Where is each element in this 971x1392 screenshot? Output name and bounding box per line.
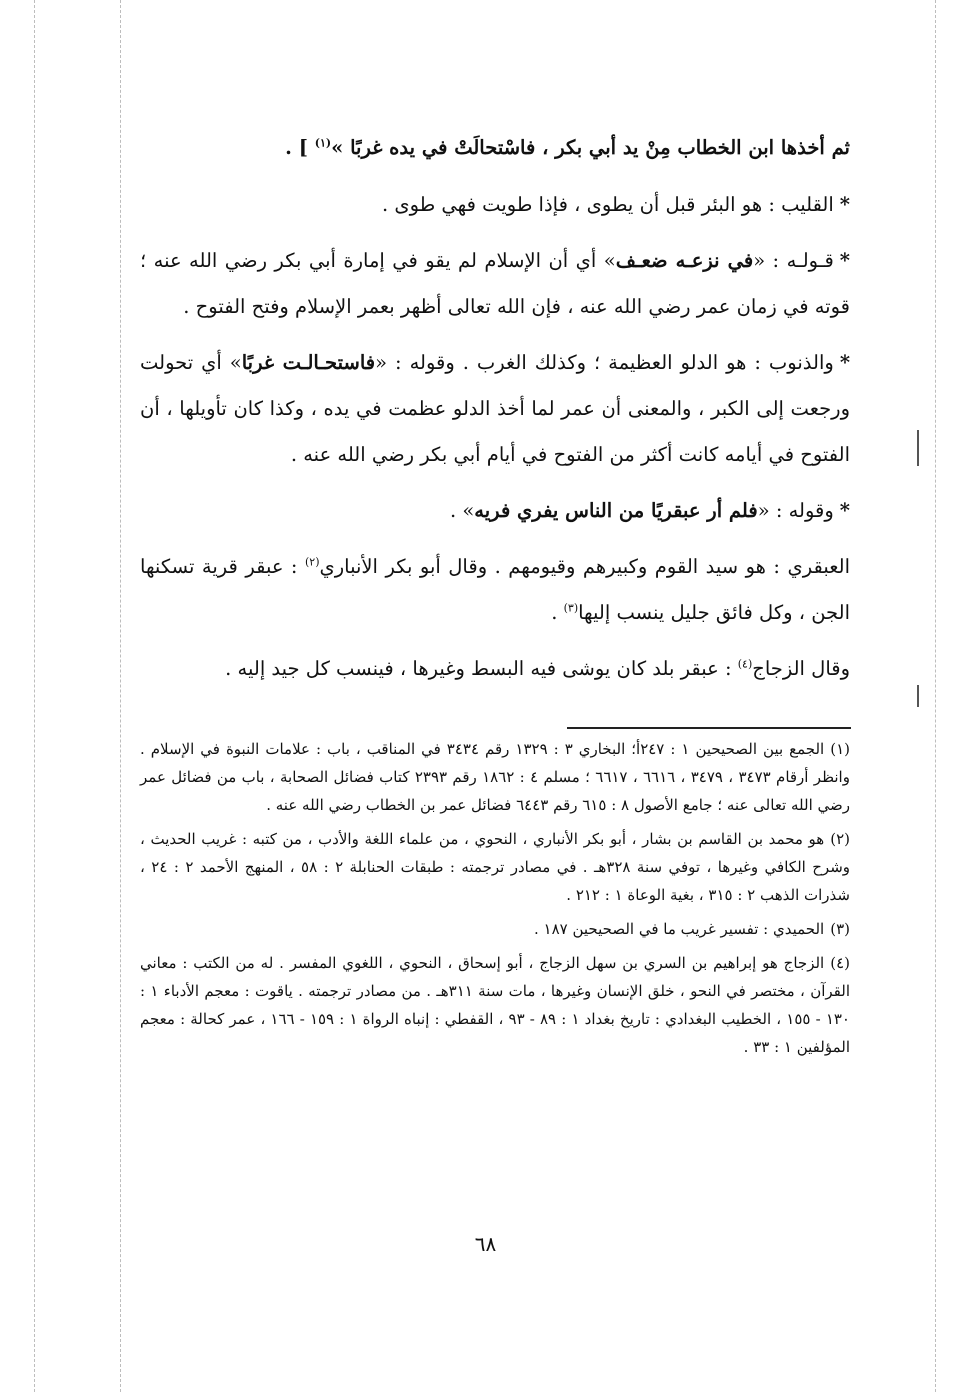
margin-mark — [917, 685, 919, 707]
footnote-ref[interactable]: (٢) — [304, 555, 320, 569]
paragraph-abqari-definition: العبقري : هو سيد القوم وكبيرهم وقيومهم . وقال أبو بكر الأنباري$^{(٢)}$ : عبقر قرية تسكنها الجن ، وكل فائق جليل ينسب إليها$^{(٣)}$ . — [140, 555, 850, 624]
paragraph-qalib: *القليب : هو البئر قبل أن يطوى ، فإذا طويت فهي طوى . — [381, 193, 850, 216]
footnotes — [140, 735, 850, 1067]
main-text — [140, 128, 850, 702]
paragraph-abqari: *وقوله : «فلم أر عبقريًا من الناس يفري فريه» . — [449, 499, 850, 522]
page-number: ٦٨ — [474, 1232, 497, 1256]
footnote-item: (٣)الحميدي : تفسير غريب ما في الصحيحين ١٨٧ . — [534, 920, 850, 938]
continuation-line: ثم أخذها ابن الخطاب مِنْ يد أبي بكر ، فاسْتحالَتْ في يده غربًا »$^{(١)}$ ] . — [285, 136, 850, 159]
paragraph-naz: *قـولـه : «في نزعـه ضعـف» أي أن الإسلام لم يقو في إمارة أبي بكر رضي الله عنه ؛ قوته في زمان عمر رضي الله عنه ، فإن الله تعالى أظهر بعمر الإسلام وفتح الفتوح . — [140, 249, 850, 318]
scan-guide-left-inner — [120, 0, 121, 1392]
scan-guide-right — [935, 0, 936, 1392]
footnote-item: (٤)الزجاج هو إبراهيم بن السري بن سهل الزجاج ، أبو إسحاق ، النحوي ، اللغوي المفسر . له من الكتب : معاني القرآن ، مختصر في النحو ، خلق الإنسان وغيرها ، مات سنة ٣١١هـ . من مصادر ترجمته . ياقوت : معجم الأدباء ١ : ١٣٠ - ١٥٥ ، الخطيب البغدادي : تاريخ بغداد ١ : ٨٩ - ٩٣ ، القفطي : إنباه الرواة ١ : ١٥٩ - ١٦٦ ، عمر كحالة : معجم المؤلفين ١ : ٣٣ . — [140, 954, 851, 1056]
margin-mark — [917, 430, 919, 466]
bullet-icon: * — [839, 351, 851, 374]
scan-guide-left — [34, 0, 35, 1392]
paragraph-dhanub: *والذنوب : هو الدلو العظيمة ؛ وكذلك الغرب . وقوله : «فاستحـالـت غربًا» أي تحولت ورجعت إلى الكبر ، والمعنى أن عمر لما أخذ الدلو عظمت في يده ، وكذا كان تأويلها ، أن الفتوح في أيامه كانت أكثر من الفتوح في أيام أبي بكر رضي الله عنه . — [140, 351, 851, 466]
bullet-icon: * — [839, 249, 850, 272]
paragraph-zajjaj: وقال الزجاج$^{(٤)}$ : عبقر بلد كان يوشى فيه البسط وغيرها ، فينسب كل جيد إليه . — [225, 657, 850, 680]
footnote-item: (٢)هو محمد بن القاسم بن بشار ، أبو بكر الأنباري ، النحوي ، من علماء اللغة والأدب ، من كتبه : غريب الحديث ، وشرح الكافي وغيرها ، توفي سنة ٣٢٨هـ . في مصادر ترجمته : طبقات الحنابلة ٢ : ٥٨ ، المنهج الأحمد ٢ : ٢٤ ، شذرات الذهب ٢ : ٣١٥ ، بغية الوعاة ١ : ٢١٢ . — [140, 830, 851, 904]
bullet-icon: * — [839, 499, 850, 522]
footnote-item: (١)الجمع بين الصحيحين ١ : ٢٤٧أ؛ البخاري ٣ : ١٣٢٩ رقم ٣٤٣٤ في المناقب ، باب : علامات النبوة في الإسلام . وانظر أرقام ٣٤٧٣ ، ٣٤٧٩ ، ٦٦١٦ ، ٦٦١٧ ؛ مسلم ٤ : ١٨٦٢ رقم ٢٣٩٣ كتاب فضائل الصحابة ، باب من فضائل عمر رضي الله تعالى عنه ؛ جامع الأصول ٨ : ٦١٥ رقم ٦٤٤٣ فضائل عمر بن الخطاب رضي الله عنه . — [140, 740, 851, 814]
footnote-ref[interactable]: (٤) — [737, 657, 753, 671]
footnote-ref[interactable]: (٣) — [563, 601, 579, 615]
bullet-icon: * — [839, 193, 850, 216]
footnote-divider — [567, 727, 851, 729]
